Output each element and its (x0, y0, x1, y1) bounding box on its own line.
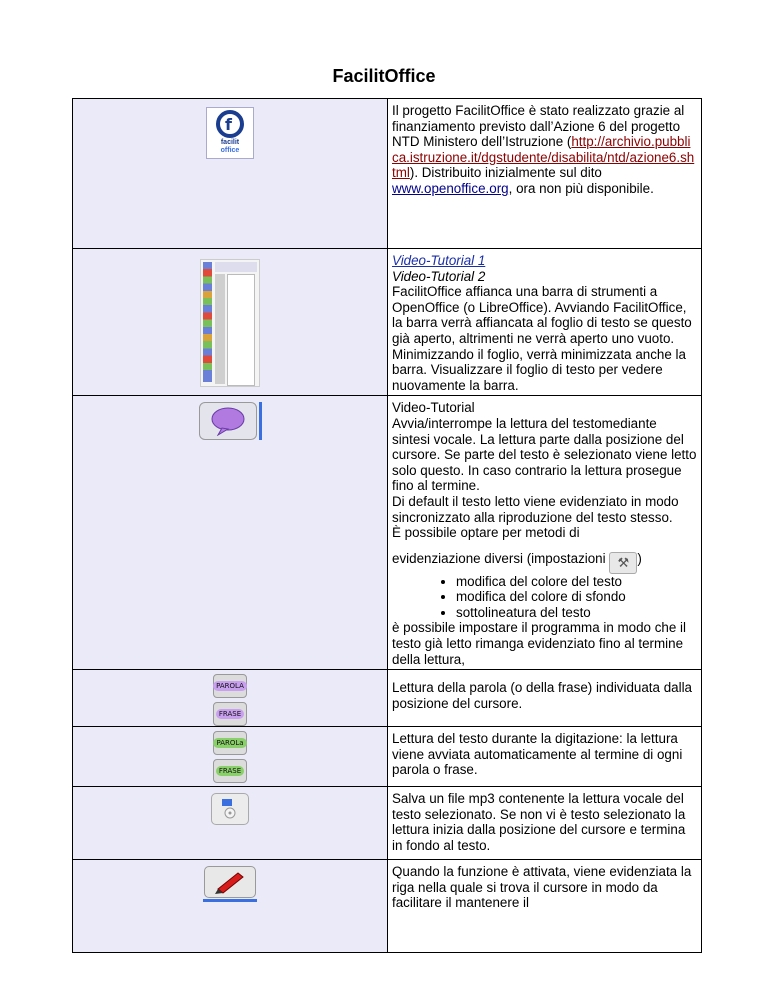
image-cell (73, 249, 388, 396)
options-intro: È possibile optare per metodi di (392, 525, 580, 541)
video-tutorial-1-link[interactable]: Video-Tutorial 1 (392, 253, 486, 268)
frase-typing-label: FRASE (216, 766, 244, 776)
frase-button[interactable] (213, 702, 247, 726)
toolbar-screenshot (200, 259, 260, 387)
openoffice-link[interactable]: www.openoffice.org (392, 180, 509, 196)
table-row (73, 787, 702, 860)
text-cell (388, 727, 702, 787)
ministry-link[interactable]: http://archivio.pubblica.istruzione.it/dgstudente/disabilita/ntd/azione6.shtml (392, 134, 695, 181)
settings-line (392, 551, 697, 574)
persist-highlight-text: è possibile impostare il programma in modo che il testo già letto rimanga evidenziato fino al termine della lettura, (392, 620, 686, 667)
list-item: • modifica del colore del testo (456, 574, 697, 590)
image-cell (73, 396, 388, 670)
table-row (73, 670, 702, 727)
text-cell (388, 396, 702, 670)
image-cell (73, 727, 388, 787)
settings-text-close: ) (637, 550, 642, 566)
video-tutorial-2-label: Video-Tutorial 2 (392, 268, 486, 284)
toolbar-description: FacilitOffice affianca una barra di strumenti a OpenOffice (o LibreOffice). Avviando FacilitOffice, la barra verrà affiancata al foglio di testo se questo già aperto, altrimenti ne verrà aperto uno vuoto. Minimizzando il foglio, verrà minimizzata anche la barra. Visualizzare il foglio di testo per vedere nuovamente la barra. (392, 284, 692, 393)
text-cell (388, 787, 702, 860)
frase-label: FRASE (216, 709, 244, 719)
settings-text: evidenziazione diversi (impostazioni (392, 550, 606, 566)
intro-paragraph (392, 101, 697, 197)
text-cell (388, 670, 702, 727)
highlight-line-description: Quando la funzione è attivata, viene evidenziata la riga nella quale si trova il cursore in modo da facilitare il mantenere il (392, 864, 692, 911)
highlight-description: Di default il testo letto viene evidenziato in modo sincronizzato alla riproduzione del testo stesso. (392, 493, 679, 525)
text-cell (388, 249, 702, 396)
intro-text: Il progetto FacilitOffice è stato realizzato grazie al finanziamento previsto dall’Azione 6 del progetto NTD Ministero dell’Istruzione ( (392, 103, 685, 150)
read-paragraph (392, 398, 697, 540)
svg-text:f: f (225, 115, 232, 134)
table-row (73, 727, 702, 787)
list-item: • modifica del colore di sfondo (456, 589, 697, 605)
frase-typing-button[interactable] (213, 759, 247, 783)
facilit-office-logo (206, 107, 254, 159)
image-cell (73, 99, 388, 249)
intro-text-mid: ). Distribuito inizialmente sul dito (409, 165, 602, 181)
parola-button[interactable] (213, 674, 247, 698)
image-cell (73, 670, 388, 727)
toolbar-paragraph (392, 251, 697, 393)
logo-text-bottom: office (220, 147, 240, 154)
read-description: Avvia/interrompe la lettura del testomediante sintesi vocale. La lettura parte dalla posizione del cursore. Se parte del testo è selezionato viene letto solo questo. In caso contrario la lettura prosegue fino al termine. (392, 415, 697, 494)
settings-icon[interactable]: ⚒ (609, 552, 637, 574)
logo-text-top: facilit (220, 139, 240, 146)
page-title: FacilitOffice (332, 66, 436, 86)
options-list (392, 574, 697, 621)
speech-bubble-icon[interactable] (199, 402, 257, 440)
parola-typing-button[interactable] (213, 731, 247, 755)
highlight-pen-icon[interactable] (204, 866, 256, 898)
feature-table (72, 98, 702, 953)
list-item: • sottolineatura del testo (456, 605, 697, 621)
text-cell (388, 99, 702, 249)
intro-text-end: , ora non più disponibile. (508, 180, 654, 196)
typing-read-description: Lettura del testo durante la digitazione: la lettura viene avviata automaticamente al termine di ogni parola o frase. (392, 731, 683, 778)
persist-highlight-paragraph (392, 620, 697, 667)
image-cell (73, 787, 388, 860)
save-mp3-icon[interactable] (211, 793, 249, 825)
parola-typing-label: PAROLa (213, 738, 246, 748)
video-tutorial-label: Video-Tutorial (392, 400, 475, 416)
text-cell (388, 860, 702, 953)
word-read-description: Lettura della parola (o della frase) individuata dalla posizione del cursore. (392, 680, 692, 711)
table-row (73, 396, 702, 670)
table-row (73, 860, 702, 953)
table-row (73, 249, 702, 396)
table-row (73, 99, 702, 249)
save-mp3-description: Salva un file mp3 contenente la lettura vocale del testo selezionato. Se non vi è testo selezionato la lettura inizia dalla posizione del cursore e termina in fondo al testo. (392, 791, 686, 854)
image-cell (73, 860, 388, 953)
parola-label: PAROLA (213, 681, 247, 691)
